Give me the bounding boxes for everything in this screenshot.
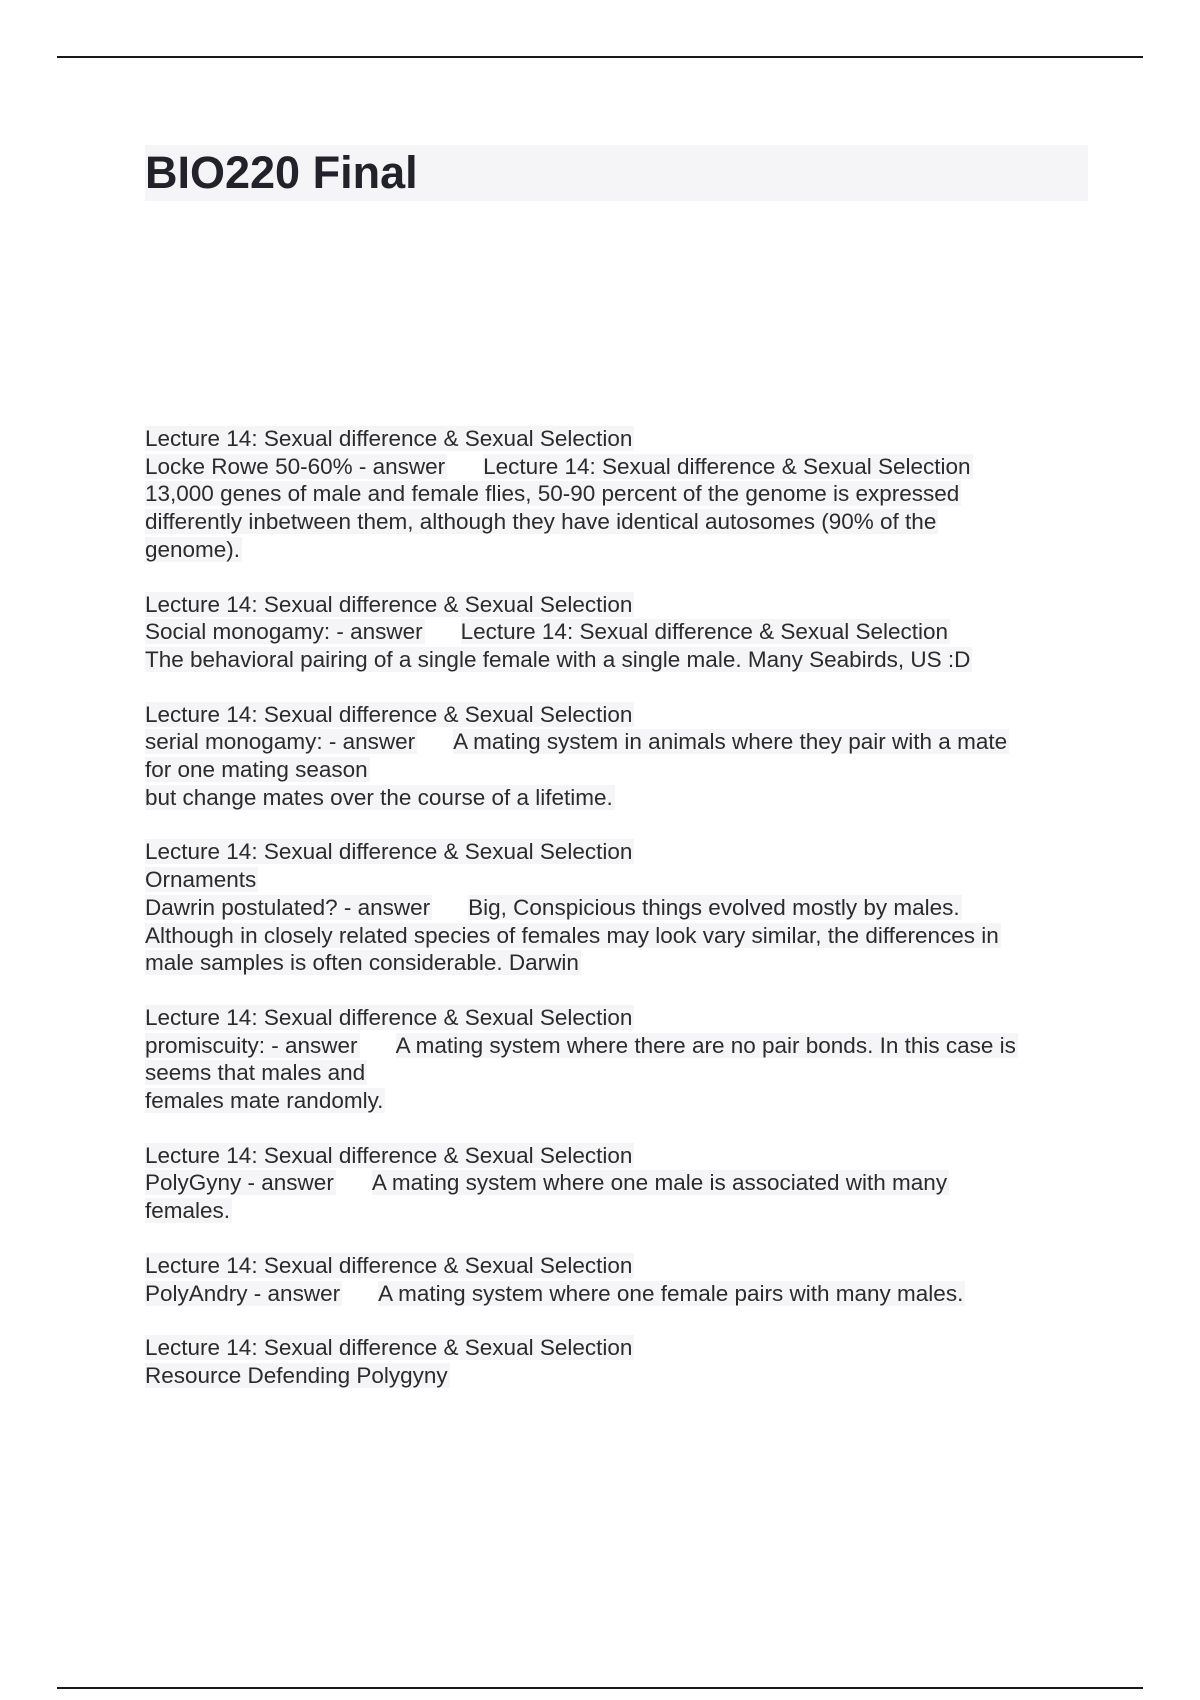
card-header: Lecture 14: Sexual difference & Sexual Selection [145,839,633,865]
card-answer: A mating system where there are no pair bonds. In this case is [395,1032,1016,1058]
card-header: Lecture 14: Sexual difference & Sexual Selection [145,591,633,617]
card-answer-line: seems that males and [145,1060,366,1086]
card-header: Lecture 14: Sexual difference & Sexual Selection [145,1142,633,1168]
card-answer: Lecture 14: Sexual difference & Sexual Selection [460,619,949,645]
card-header: Lecture 14: Sexual difference & Sexual Selection [145,1335,633,1361]
card-term-prefix: Ornaments [145,867,257,893]
card-term: Resource Defending Polygyny [145,1362,448,1388]
card-header: Lecture 14: Sexual difference & Sexual Selection [145,1004,633,1030]
card-answer-line: differently inbetween them, although they have identical autosomes (90% of the [145,509,937,535]
card-term: serial monogamy: - answer [145,729,416,755]
card-answer-line: genome). [145,536,241,562]
card-term: PolyGyny - answer [145,1170,334,1196]
flashcard [145,591,1085,674]
card-answer-line: The behavioral pairing of a single female with a single male. Many Seabirds, US :D [145,646,971,672]
card-term: Dawrin postulated? - answer [145,894,431,920]
flashcard [145,701,1085,812]
title-box [145,145,1088,201]
card-answer-line: male samples is often considerable. Darwin [145,950,579,976]
card-header: Lecture 14: Sexual difference & Sexual Selection [145,701,633,727]
flashcard [145,1142,1085,1225]
card-answer-line: 13,000 genes of male and female flies, 50-90 percent of the genome is expressed [145,481,960,507]
card-answer-line: Although in closely related species of females may look vary similar, the differences in [145,922,999,948]
flashcard [145,1334,1085,1389]
card-answer: Lecture 14: Sexual difference & Sexual Selection [483,453,971,479]
card-answer: A mating system where one male is associated with many [371,1170,948,1196]
card-answer: A mating system in animals where they pair with a mate [453,729,1008,755]
bottom-rule [57,1687,1143,1689]
flashcard [145,838,1085,977]
card-answer-line: females mate randomly. [145,1088,384,1114]
card-term: Social monogamy: - answer [145,619,423,645]
card-header: Lecture 14: Sexual difference & Sexual Selection [145,1252,633,1278]
card-term: promiscuity: - answer [145,1032,358,1058]
page-title: BIO220 Final [145,147,418,198]
card-term: PolyAndry - answer [145,1280,341,1306]
flashcard-list [145,425,1085,1417]
card-answer-line: for one mating season [145,757,368,783]
card-term: Locke Rowe 50-60% - answer [145,453,446,479]
flashcard [145,1252,1085,1307]
card-answer: Big, Conspicious things evolved mostly by males. [468,894,960,920]
flashcard [145,1004,1085,1115]
card-header: Lecture 14: Sexual difference & Sexual Selection [145,426,633,451]
card-answer-line: females. [145,1198,231,1224]
top-rule [57,56,1143,58]
card-answer: A mating system where one female pairs with many males. [378,1280,964,1306]
flashcard [145,425,1085,564]
card-answer-line: but change mates over the course of a lifetime. [145,784,613,810]
